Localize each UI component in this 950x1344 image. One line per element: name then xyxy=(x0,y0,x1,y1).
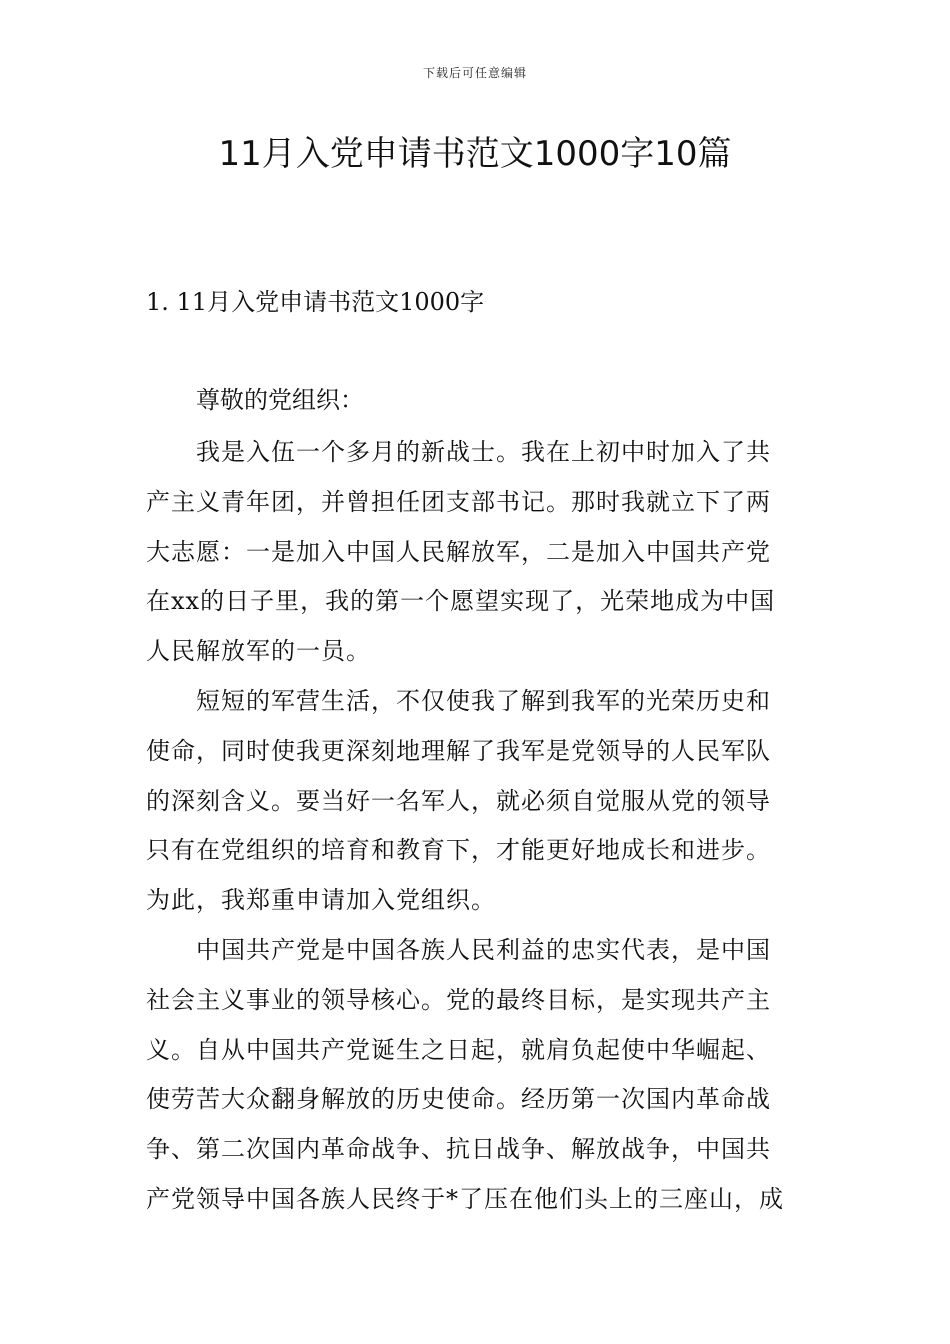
salutation: 尊敬的党组织： xyxy=(196,386,364,414)
paragraph-line: 短短的军营生活，不仅使我了解到我军的光荣历史和 xyxy=(196,686,771,715)
section-heading: 1. 11月入党申请书范文1000字 xyxy=(146,288,485,316)
document-title: 11月入党申请书范文1000字10篇 xyxy=(218,134,732,174)
paragraph-line: 义。自从中国共产党诞生之日起，就肩负起使中华崛起、 xyxy=(146,1035,771,1064)
paragraph-line: 只有在党组织的培育和教育下，才能更好地成长和进步。 xyxy=(146,836,771,865)
paragraph-line: 产主义青年团，并曾担任团支部书记。那时我就立下了两 xyxy=(146,487,771,516)
paragraph-line: 为此，我郑重申请加入党组织。 xyxy=(146,886,496,915)
paragraph-line: 争、第二次国内革命战争、抗日战争、解放战争，中国共 xyxy=(146,1135,771,1164)
paragraph-line: 在xx的日子里，我的第一个愿望实现了，光荣地成为中国 xyxy=(146,587,776,616)
paragraph-line: 大志愿：一是加入中国人民解放军，二是加入中国共产党 xyxy=(146,537,771,566)
paragraph-line: 人民解放军的一员。 xyxy=(146,637,371,666)
paragraph-line: 使劳苦大众翻身解放的历史使命。经历第一次国内革命战 xyxy=(146,1085,771,1114)
paragraph-line: 我是入伍一个多月的新战士。我在上初中时加入了共 xyxy=(196,438,771,466)
body-text xyxy=(146,428,810,1225)
paragraph-line: 产党领导中国各族人民终于*了压在他们头上的三座山，成 xyxy=(146,1184,784,1213)
paragraph-line: 社会主义事业的领导核心。党的最终目标，是实现共产主 xyxy=(146,985,771,1014)
header-note: 下载后可任意编辑 xyxy=(422,66,527,80)
paragraph-line: 中国共产党是中国各族人民利益的忠实代表，是中国 xyxy=(196,935,771,964)
paragraph-line: 使命，同时使我更深刻地理解了我军是党领导的人民军队 xyxy=(146,736,771,765)
paragraph-line: 的深刻含义。要当好一名军人，就必须自觉服从党的领导 xyxy=(146,786,771,815)
